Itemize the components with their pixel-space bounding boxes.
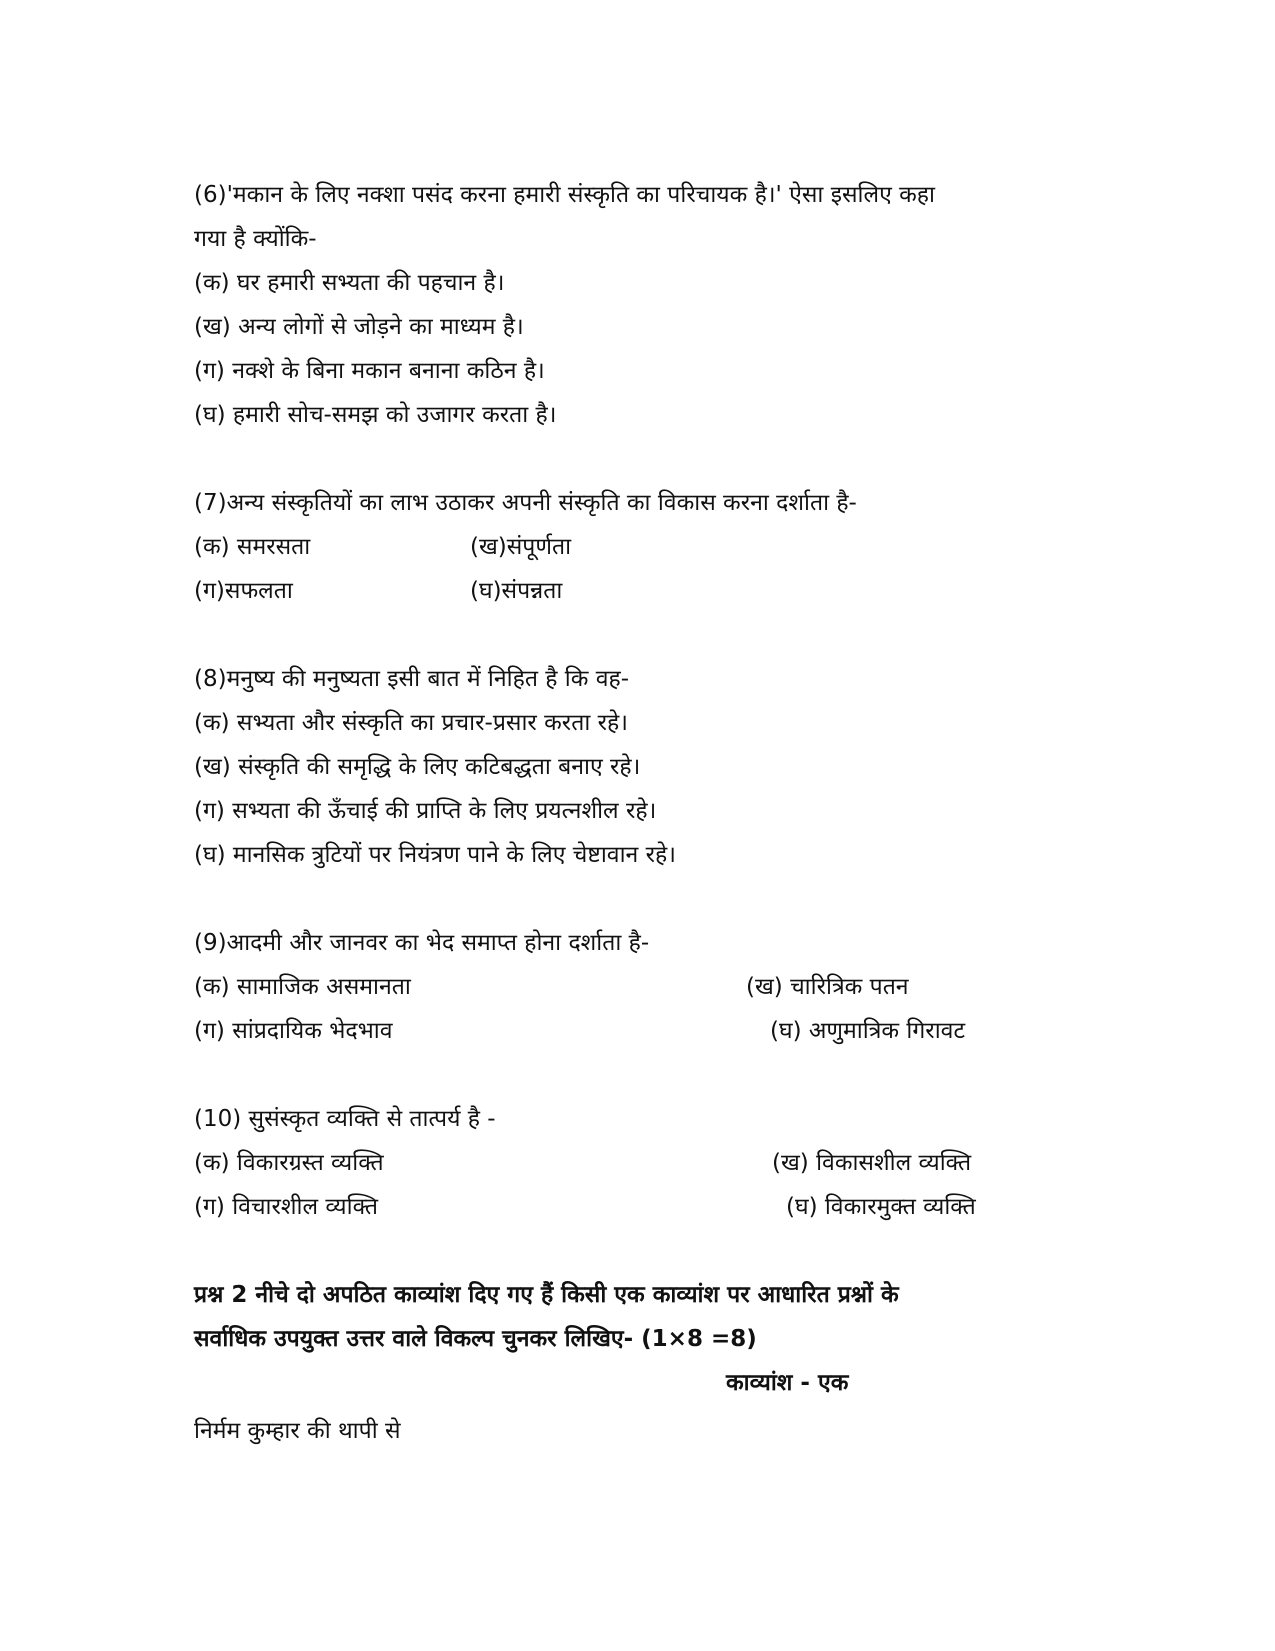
q7-option-ga: (ग)सफलता (194, 578, 293, 604)
q9-option-ga: (ग) सांप्रदायिक भेदभाव (194, 1018, 393, 1044)
section2-instruction-line2: सर्वाधिक उपयुक्त उत्तर वाले विकल्प चुनकर लिखिए- (1×8 =8) (194, 1326, 757, 1352)
q6-option-ka: (क) घर हमारी सभ्यता की पहचान है। (194, 270, 505, 296)
q8-option-ka: (क) सभ्यता और संस्कृति का प्रचार-प्रसार करता रहे। (194, 710, 628, 736)
q10-option-kha: (ख) विकासशील व्यक्ति (772, 1150, 972, 1176)
q8-stem: (8)मनुष्य की मनुष्यता इसी बात में निहित है कि वह- (194, 666, 630, 692)
q8-option-kha: (ख) संस्कृति की समृद्धि के लिए कटिबद्धता बनाए रहे। (194, 754, 641, 780)
q6-stem-line1: (6)'मकान के लिए नक्शा पसंद करना हमारी संस्कृति का परिचायक है।' ऐसा इसलिए कहा (194, 182, 935, 208)
poem-line-1: निर्मम कुम्हार की थापी से (194, 1418, 401, 1444)
q9-option-ka: (क) सामाजिक असमानता (194, 974, 411, 1000)
q10-option-ka: (क) विकारग्रस्त व्यक्ति (194, 1150, 384, 1176)
q7-option-ka: (क) समरसता (194, 534, 311, 560)
q9-stem: (9)आदमी और जानवर का भेद समाप्त होना दर्शाता है- (194, 930, 650, 956)
q8-option-ga: (ग) सभ्यता की ऊँचाई की प्राप्ति के लिए प्रयत्नशील रहे। (194, 798, 657, 824)
q6-option-gha: (घ) हमारी सोच-समझ को उजागर करता है। (194, 402, 557, 428)
q10-stem: (10) सुसंस्कृत व्यक्ति से तात्पर्य है - (194, 1106, 496, 1132)
q9-option-kha: (ख) चारित्रिक पतन (746, 974, 909, 1000)
q10-option-ga: (ग) विचारशील व्यक्ति (194, 1194, 379, 1220)
q8-option-gha: (घ) मानसिक त्रुटियों पर नियंत्रण पाने के लिए चेष्टावान रहे। (194, 842, 676, 868)
q6-option-ga: (ग) नक्शे के बिना मकान बनाना कठिन है। (194, 358, 545, 384)
q10-option-gha: (घ) विकारमुक्त व्यक्ति (786, 1194, 976, 1220)
q7-option-kha: (ख)संपूर्णता (470, 534, 572, 560)
q6-stem-line2: गया है क्योंकि- (194, 226, 317, 252)
poem-heading: काव्यांश - एक (726, 1370, 849, 1396)
q6-option-kha: (ख) अन्य लोगों से जोड़ने का माध्यम है। (194, 314, 524, 340)
section2-instruction-line1: प्रश्न 2 नीचे दो अपठित काव्यांश दिए गए हैं किसी एक काव्यांश पर आधारित प्रश्नों के (194, 1282, 899, 1308)
q7-option-gha: (घ)संपन्नता (470, 578, 563, 604)
q7-stem: (7)अन्य संस्कृतियों का लाभ उठाकर अपनी संस्कृति का विकास करना दर्शाता है- (194, 490, 857, 516)
q9-option-gha: (घ) अणुमात्रिक गिरावट (770, 1018, 966, 1044)
